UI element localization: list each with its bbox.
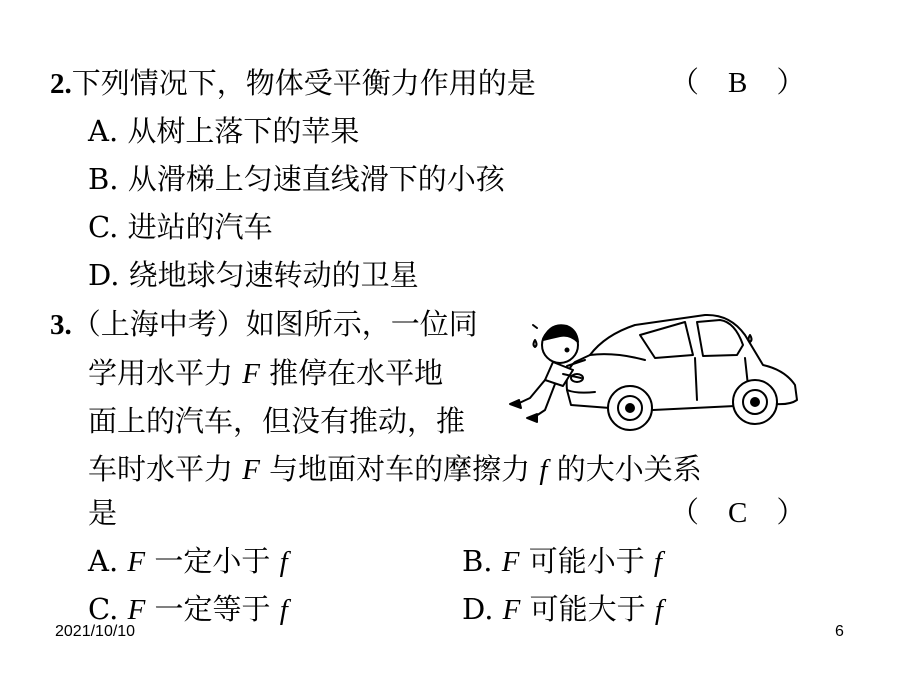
q3-stem-line-1: [50, 307, 478, 342]
q3-stem-line-5: 是: [88, 496, 118, 530]
footer-page-number: 6: [835, 623, 844, 640]
q3-opt-a-var2: f: [279, 546, 288, 578]
q3-stem-line-2: [88, 356, 443, 391]
q3-stem-1: （上海中考）如图所示，一位同: [71, 307, 478, 341]
q3-option-c: [88, 592, 288, 627]
q3-stem-line-4: [88, 452, 702, 487]
q3-opt-b-var2: f: [653, 546, 662, 578]
q3-opt-a-text: 一定小于: [154, 544, 271, 578]
q2-option-b: B. 从滑梯上匀速直线滑下的小孩: [88, 162, 505, 196]
q3-stem-4c: 的大小关系: [556, 452, 702, 486]
q3-opt-c-var: F: [127, 594, 146, 626]
child-pushing-car-illustration: [505, 300, 800, 435]
q3-option-b: [462, 544, 662, 579]
q3-opt-b-var: F: [501, 546, 520, 578]
q3-opt-c-var2: f: [279, 594, 288, 626]
q2-option-d: D. 绕地球匀速转动的卫星: [88, 258, 419, 292]
q3-stem-4b: 与地面对车的摩擦力: [269, 452, 531, 486]
q2-stem: 下列情况下，物体受平衡力作用的是: [71, 66, 536, 100]
q3-option-a: [88, 544, 288, 579]
q3-stem-2b: 推停在水平地: [269, 356, 444, 390]
q3-opt-a-prefix: A.: [88, 544, 119, 578]
q3-var-F-2: F: [242, 454, 260, 486]
q3-opt-c-prefix: C.: [88, 592, 119, 626]
q3-stem-4a: 车时水平力: [88, 452, 234, 486]
q3-answer: （ C ）: [670, 497, 806, 529]
q3-opt-c-text: 一定等于: [154, 592, 271, 626]
footer-date: 2021/10/10: [55, 623, 136, 640]
q3-var-F-1: F: [242, 358, 260, 390]
q3-var-f: f: [539, 454, 548, 486]
q3-stem-line-3: 面上的汽车，但没有推动，推: [88, 404, 466, 438]
q2-stem-line: [50, 66, 536, 101]
q3-opt-a-var: F: [127, 546, 146, 578]
q3-opt-b-prefix: B.: [462, 544, 493, 578]
q2-answer: （ B ）: [670, 67, 806, 99]
q2-option-a: A. 从树上落下的苹果: [88, 114, 360, 148]
q3-opt-b-text: 可能小于: [528, 544, 645, 578]
q3-opt-d-prefix: D.: [462, 592, 494, 626]
q3-stem-2a: 学用水平力: [88, 356, 234, 390]
q3-option-d: [462, 592, 663, 627]
q2-number: 2.: [50, 68, 72, 100]
q3-opt-d-var2: f: [654, 594, 663, 626]
q3-opt-d-var: F: [502, 594, 521, 626]
q2-option-c: C. 进站的汽车: [88, 210, 273, 244]
q3-opt-d-text: 可能大于: [529, 592, 646, 626]
q3-number: 3.: [50, 309, 72, 341]
